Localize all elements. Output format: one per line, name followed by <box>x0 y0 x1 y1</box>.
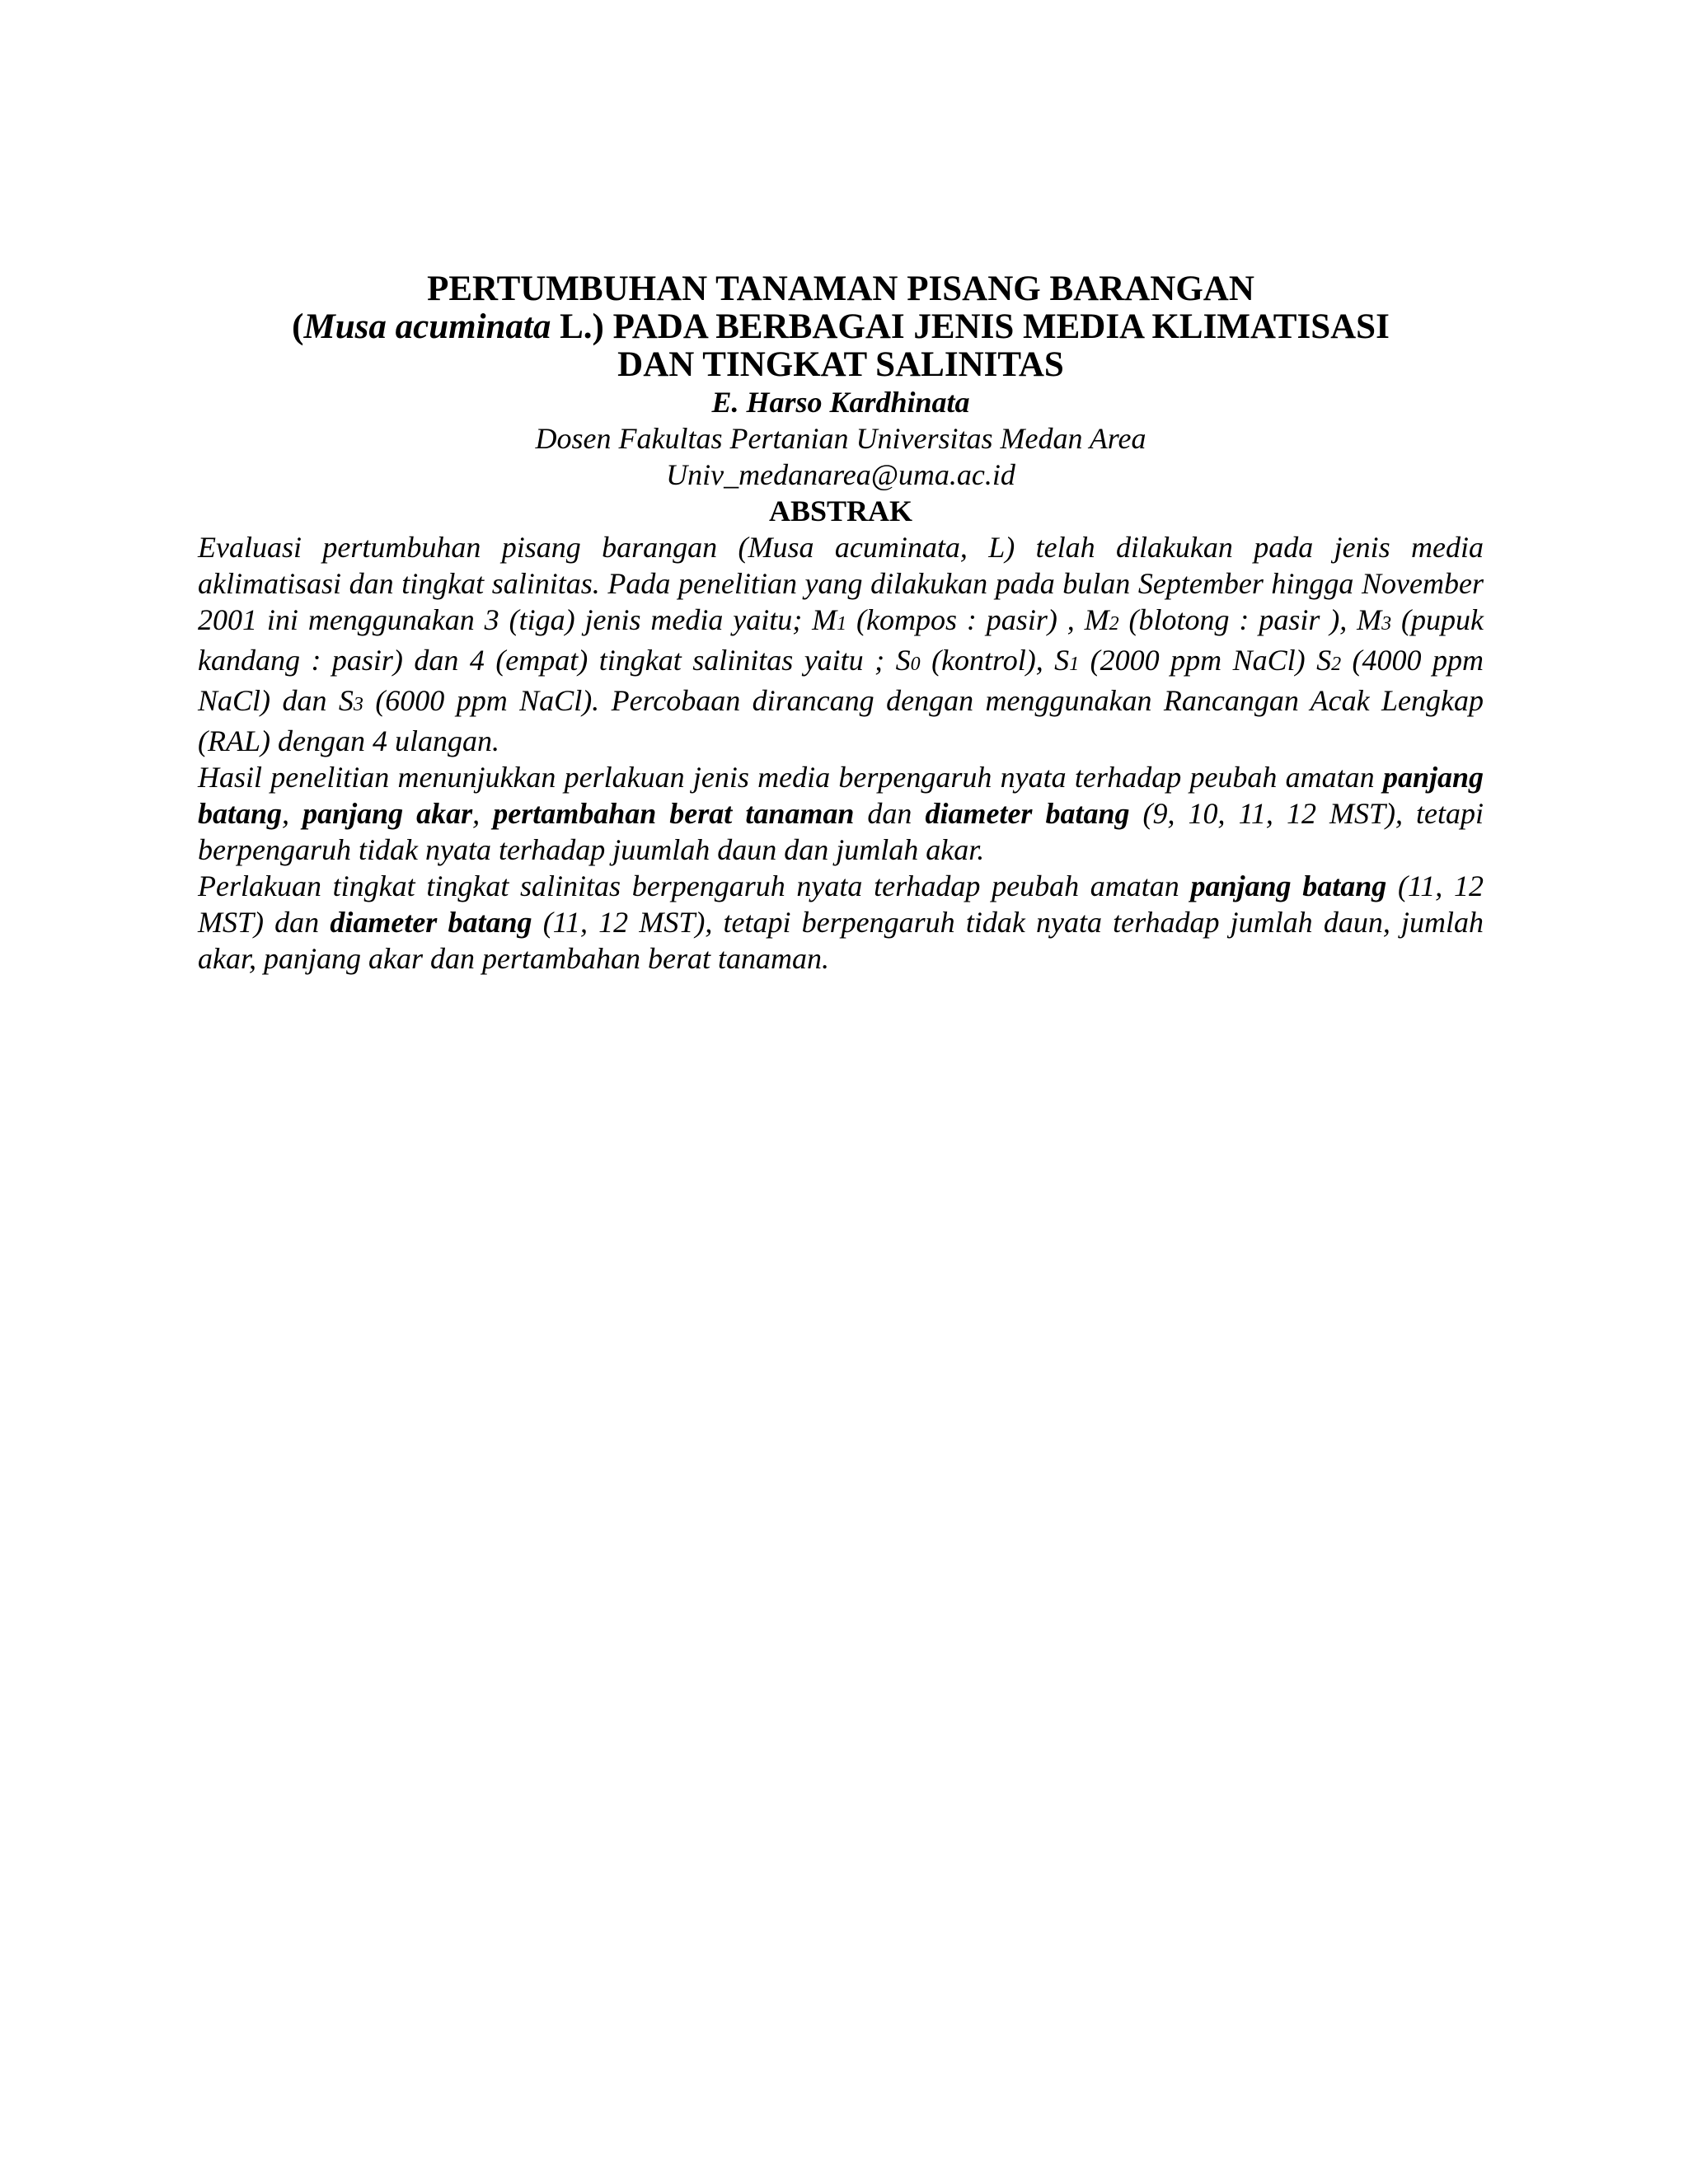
subscript: 3 <box>353 694 363 715</box>
author-email: Univ_medanarea@uma.ac.id <box>666 458 1015 491</box>
abstract-p2-text: (9, 10, 11, 12 MST), tetapi berpengaruh tidak nyata terhadap juumlah daun dan jumlah akar. <box>198 797 1484 866</box>
abstract-p1-text: (6000 ppm NaCl). Percobaan dirancang dengan menggunakan Rancangan Acak Lengkap (RAL) dengan 4 ulangan. <box>198 684 1484 757</box>
subscript: 2 <box>1109 613 1119 635</box>
abstract-p1-text: (kontrol), S <box>920 644 1070 677</box>
abstract-p3-text: (11, 12 MST), tetapi berpengaruh tidak nyata terhadap jumlah daun, jumlah akar, panjang akar dan pertambahan berat tanaman. <box>198 906 1484 975</box>
subscript: 0 <box>910 654 921 675</box>
abstract-p1-text: (2000 ppm NaCl) S <box>1079 644 1332 677</box>
subscript: 1 <box>837 613 847 635</box>
bold-term: panjang batang <box>198 761 1484 830</box>
author-name: E. Harso Kardhinata <box>711 386 970 419</box>
abstract-p2-text: Hasil penelitian menunjukkan perlakuan jenis media berpengaruh nyata terhadap peubah amatan <box>198 761 1383 794</box>
abstract-p1-text: (4000 ppm NaCl) dan S <box>198 644 1484 717</box>
paper-title <box>198 270 1484 384</box>
abstract-paragraph-1 <box>198 529 1484 759</box>
title-species-name: Musa acuminata <box>303 307 551 346</box>
title-line-2 <box>292 307 1390 346</box>
abstract-paragraph-2 <box>198 759 1484 868</box>
abstract-p1-text: Evaluasi pertumbuhan pisang barangan (Musa acuminata, L) telah dilakukan pada jenis media aklimatisasi dan tingkat salinitas. Pada penelitian yang dilakukan pada bulan September hingga November 2001 ini menggunakan 3 (tiga) jenis media yaitu; M <box>198 531 1484 636</box>
abstract-p3-text: (11, 12 MST) dan <box>198 869 1484 939</box>
subscript: 1 <box>1069 654 1080 675</box>
title-paren: ( <box>292 307 304 346</box>
bold-term: diameter batang <box>925 797 1130 830</box>
abstract-heading: ABSTRAK <box>768 494 913 527</box>
title-line-2-rest: L.) PADA BERBAGAI JENIS MEDIA KLIMATISASI <box>551 307 1390 346</box>
abstract-p1-text: (kompos : pasir) , M <box>846 603 1109 636</box>
abstract-p2-text: dan <box>854 797 926 830</box>
subscript: 3 <box>1381 613 1392 635</box>
author-affiliation: Dosen Fakultas Pertanian Universitas Medan Area <box>535 422 1146 455</box>
abstract-p1-text: (blotong : pasir ), M <box>1118 603 1382 636</box>
title-line-1: PERTUMBUHAN TANAMAN PISANG BARANGAN <box>427 269 1254 308</box>
abstract-paragraph-3 <box>198 868 1484 977</box>
title-line-3: DAN TINGKAT SALINITAS <box>617 345 1064 384</box>
abstract-p3-text: Perlakuan tingkat tingkat salinitas berpengaruh nyata terhadap peubah amatan <box>198 869 1191 902</box>
abstract-p2-text: , <box>472 797 494 830</box>
abstract-p1-text: (pupuk kandang : pasir) dan 4 (empat) tingkat salinitas yaitu ; S <box>198 603 1484 677</box>
bold-term: panjang batang <box>1190 869 1387 902</box>
bold-term: diameter batang <box>330 906 532 939</box>
subscript: 2 <box>1331 654 1342 675</box>
abstract-p2-text: , <box>282 797 303 830</box>
bold-term: panjang akar <box>302 797 473 830</box>
paper-page <box>198 270 1484 977</box>
bold-term: pertambahan berat tanaman <box>493 797 855 830</box>
